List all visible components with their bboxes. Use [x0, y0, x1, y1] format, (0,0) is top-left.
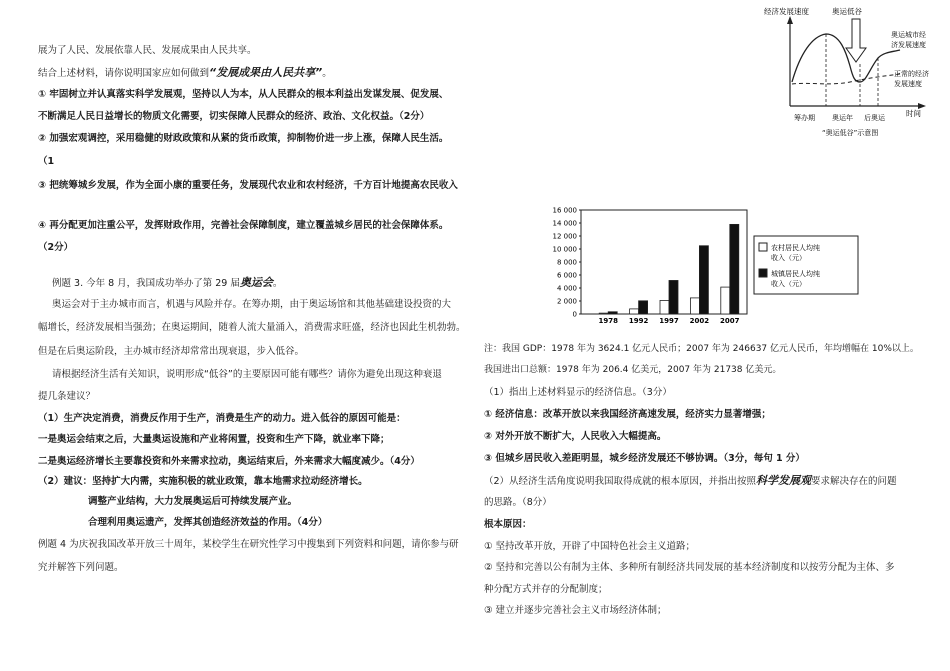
- text-line: 奥运会对于主办城市而言，机遇与风险并存。在筹办期，由于奥运场馆和其他基础建设投资的大: [52, 299, 452, 310]
- text-line: 但是在后奥运阶段，主办城市经济却常常出现衰退，步入低谷。: [38, 346, 305, 357]
- y-tick-label: 2 000: [556, 297, 577, 306]
- answer-line: （1）生产决定消费，消费反作用于生产，消费是生产的动力。进入低谷的原因可能是：: [38, 413, 406, 424]
- diagram-tick: 筹办期: [794, 114, 815, 122]
- answer-line: 合理利用奥运遗产，发挥其创造经济效益的作用。（4分）: [88, 517, 328, 528]
- answer-line: ① 经济信息：改革开放以来我国经济高速发展，经济实力显著增强；: [484, 409, 771, 420]
- answer-line: 调整产业结构，大力发展奥运后可持续发展产业。: [88, 496, 298, 507]
- text-line: 展为了人民、发展依靠人民、发展成果由人民共享。: [38, 45, 257, 56]
- x-tick-label: 1978: [598, 317, 618, 325]
- y-tick-label: 12 000: [552, 232, 577, 241]
- bars: [599, 224, 739, 314]
- question-line: [484, 474, 897, 488]
- bar-urban: [608, 312, 617, 314]
- answer-line: （2）建议：坚持扩大内需，实施积极的就业政策，靠本地需求拉动经济增长。: [38, 476, 368, 487]
- down-arrow-icon: [846, 19, 866, 62]
- legend-swatch-rural: [759, 243, 767, 251]
- example-heading: [52, 276, 282, 290]
- answer-line: ④ 再分配更加注重公平，发挥财政作用，完善社会保障制度，建立覆盖城乡居民的社会保障体系。: [38, 220, 449, 231]
- x-tick-label: 1997: [659, 317, 679, 325]
- valley-label: 奥运低谷: [832, 7, 862, 16]
- answer-line: 二是奥运经济增长主要靠投资和外来需求拉动，奥运结束后，外来需求大幅度减少。（4分）: [38, 456, 420, 467]
- y-tick-label: 0: [572, 310, 577, 319]
- question-line: （1）指出上述材料显示的经济信息。（3分）: [484, 387, 672, 398]
- diagram-tick: 奥运年: [832, 114, 853, 122]
- text-line: 究并解答下列问题。: [38, 562, 124, 573]
- question-line: [38, 66, 332, 80]
- emphasis-text: “发展成果由人民共享”: [209, 66, 323, 79]
- y-axis-arrow: [787, 16, 793, 24]
- answer-line: （1: [38, 156, 55, 167]
- text: 。: [272, 278, 283, 289]
- emphasis-text: 科学发展观: [756, 474, 812, 487]
- bar-rural: [630, 309, 639, 314]
- y-tick-label: 14 000: [552, 219, 577, 228]
- answer-line: ② 对外开放不断扩大，人民收入大幅提高。: [484, 431, 667, 442]
- y-tick-label: 16 000: [552, 206, 577, 215]
- answer-line: ① 坚持改革开放，开辟了中国特色社会主义道路；: [484, 541, 696, 552]
- y-tick-label: 8 000: [556, 258, 577, 267]
- answer-line: 种分配方式并存的分配制度；: [484, 584, 608, 595]
- x-ticks: [598, 317, 739, 325]
- answer-line: 不断满足人民日益增长的物质文化需要，切实保障人民群众的经济、政治、文化权益。（2分）: [38, 111, 430, 122]
- y-tick-label: 4 000: [556, 284, 577, 293]
- normal-growth-curve: [792, 74, 900, 84]
- olympic-city-label: 济发展速度: [891, 41, 926, 49]
- y-ticks: [553, 207, 582, 319]
- diagram-tick: 后奥运: [864, 114, 885, 122]
- answer-line: ② 加强宏观调控，采用稳健的财政政策和从紧的货币政策，抑制物价进一步上涨，保障人民生活。: [38, 133, 449, 144]
- text: 例题 3. 今年 8 月，我国成功举办了第 29 届: [52, 278, 240, 289]
- normal-growth-label: 发展速度: [894, 80, 922, 88]
- y-tick-label: 10 000: [552, 245, 577, 254]
- answer-line: （2分）: [38, 242, 74, 253]
- diagram-ylabel: 经济发展速度: [764, 7, 809, 16]
- bar-rural: [721, 287, 730, 314]
- text: 结合上述材料，请你说明国家应如何做到: [38, 68, 210, 79]
- bar-urban: [639, 301, 648, 314]
- diagram-caption: “奥运低谷”示意图: [822, 129, 879, 137]
- y-tick-label: 6 000: [556, 271, 577, 280]
- x-tick-label: 2002: [689, 317, 710, 325]
- legend-label: 收入（元）: [771, 280, 806, 288]
- legend-label: 收入（元）: [771, 254, 806, 262]
- chart-note: 我国进出口总额：1978 年为 206.4 亿美元，2007 年为 21738 亿美元。: [484, 365, 782, 375]
- bar-rural: [660, 300, 669, 314]
- olympic-valley-diagram: [760, 4, 946, 150]
- x-tick-label: 1992: [628, 317, 649, 325]
- answer-line: ① 牢固树立并认真落实科学发展观，坚持以人为本，从人民群众的根本利益出发谋发展、促发展、: [38, 89, 449, 100]
- example-heading: 例题 4 为庆祝我国改革开放三十周年，某校学生在研究性学习中搜集到下列资料和问题，请你参与研: [38, 539, 459, 550]
- legend-label: 城镇居民人均纯: [771, 270, 820, 278]
- answer-heading: 根本原因：: [484, 519, 532, 530]
- x-tick-label: 2007: [720, 317, 740, 325]
- answer-line: 一是奥运会结束之后，大量奥运设施和产业将闲置，投资和生产下降，就业率下降；: [38, 434, 390, 445]
- bar-urban: [669, 280, 678, 314]
- text-line: 提几条建议？: [38, 391, 96, 402]
- text: （2）从经济生活角度说明我国取得成就的根本原因，并指出按照: [484, 476, 757, 487]
- chart-note: 注：我国 GDP：1978 年为 3624.1 亿元人民币；2007 年为 246637 亿元人民币，年均增幅在 10%以上。: [484, 344, 919, 354]
- bar-rural: [599, 313, 608, 314]
- bar-urban: [730, 224, 739, 314]
- answer-line: ③ 但城乡居民收入差距明显，城乡经济发展还不够协调。（3分，每句 1 分）: [484, 453, 805, 464]
- answer-line: ② 坚持和完善以公有制为主体、多种所有制经济共同发展的基本经济制度和以按劳分配为主体、多: [484, 562, 895, 573]
- olympic-city-label: 奥运城市经: [891, 31, 926, 39]
- olympic-city-curve: [792, 34, 900, 82]
- answer-line: ③ 把统筹城乡发展，作为全面小康的重要任务，发展现代农业和农村经济，千方百计地提高农民收入: [38, 180, 458, 191]
- text-line: 幅增长，经济发展相当强劲；在奥运期间，随着人流大量涌入，消费需求旺盛，经济也因此生机勃勃。: [38, 322, 466, 333]
- question-line: 的思路。（8分）: [484, 497, 552, 508]
- answer-line: ③ 建立并逐步完善社会主义市场经济体制；: [484, 605, 667, 616]
- bar-rural: [690, 298, 699, 314]
- diagram-xlabel: 时间: [906, 109, 921, 118]
- legend-swatch-urban: [759, 269, 767, 277]
- emphasis-text: 奥运会: [239, 276, 273, 289]
- legend-label: 农村居民人均纯: [771, 244, 820, 252]
- bar-urban: [699, 246, 708, 314]
- income-bar-chart: [530, 200, 860, 330]
- text: 。: [322, 68, 332, 79]
- normal-growth-label: 正常的经济: [894, 70, 929, 78]
- text-line: 请根据经济生活有关知识，说明形成“低谷”的主要原因可能有哪些？请你为避免出现这种衰退: [52, 369, 442, 380]
- text: 要求解决存在的问题: [811, 476, 897, 487]
